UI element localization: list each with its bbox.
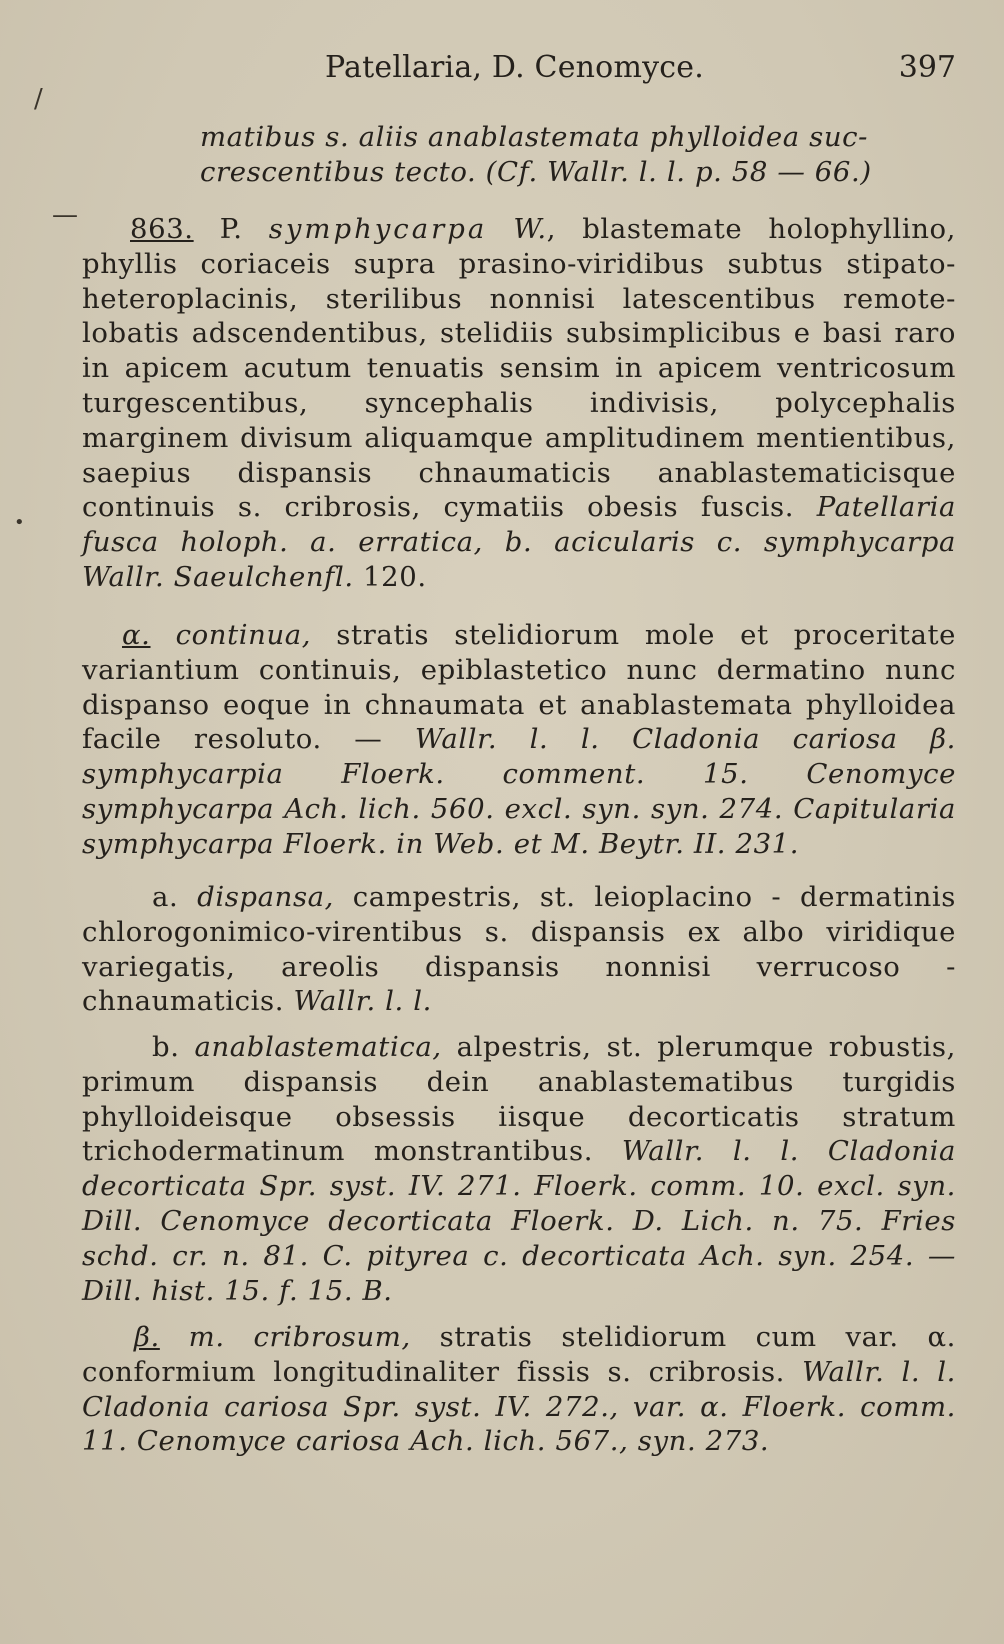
page-header [80,50,956,94]
subvariety-a-refs: Wallr. l. l. [293,985,432,1018]
entry-synonym: Patellaria fusca holoph. a. erratica, b. acicularis c. symphycarpa Wallr. Saeulchenfl. [82,491,957,593]
variety-beta-text: stratis stelidiorum cum var. α. conformium longitudinaliter fissis s. cribrosis. [82,1321,956,1388]
variety-alpha-paragraph [82,618,956,862]
variety-beta [82,1320,956,1459]
subvariety-a [82,880,956,1019]
subvariety-a-label: a. [152,881,179,913]
variety-beta-paragraph [82,1320,956,1459]
margin-dot-mark: • [14,512,25,533]
intro-line-2: crescentibus tecto. (Cf. Wallr. l. l. p. 58 — 66.) [200,155,872,188]
entry-synonym-number: 120. [353,560,427,593]
variety-beta-label: β. [134,1321,160,1353]
entry-863 [82,212,956,595]
entry-number: 863. [130,213,194,245]
subvariety-b-refs: Wallr. l. l. Cladonia decorticata Spr. syst. IV. 271. Floerk. comm. 10. excl. syn. Dill. Cenomyce decorticata Floerk. D. Lich. n. 75. Fries schd. cr. n. 81. C. pityrea c. decorticata Ach. syn. 254. — Dill. hist. 15. f. 15. B. [82,1135,956,1307]
entry-863-paragraph [82,212,956,595]
margin-dash-mark: — [52,200,78,230]
variety-alpha-name: continua, [175,619,312,651]
running-head: Patellaria, D. Cenomyce. [325,50,704,85]
subvariety-a-name: dispansa, [197,881,334,913]
subvariety-b-label: b. [152,1031,180,1063]
subvariety-b-text: alpestris, st. plerumque robustis, primum dispansis dein anablastematibus turgidis phylloideisque obsessis iisque decorticatis stratum trichodermatinum monstrantibus. [82,1031,956,1168]
subvariety-a-text: campestris, st. leioplacino - dermatinis chlorogonimico-virentibus s. dispansis ex albo viridique variegatis, areolis dispansis nonnisi verrucoso - chnaumaticis. [82,881,957,1018]
intro-continuation [200,120,956,190]
variety-alpha [82,618,956,862]
variety-alpha-refs: Wallr. l. l. Cladonia cariosa β. symphycarpia Floerk. comment. 15. Cenomyce symphycarpa Ach. lich. 560. excl. syn. syn. 274. Capitularia symphycarpa Floerk. in Web. et M. Beytr. II. 231. [82,723,956,860]
page-number: 397 [898,50,956,85]
margin-slash-mark: / [34,84,43,114]
subvariety-b-paragraph [82,1030,956,1308]
entry-author: W. [513,213,547,245]
subvariety-a-paragraph [82,880,956,1019]
intro-line-1: matibus s. aliis anablastemata phylloidea suc- [200,121,869,153]
variety-alpha-label: α. [122,619,151,651]
variety-beta-refs: Wallr. l. l. Cladonia cariosa Spr. syst. IV. 272., var. α. Floerk. comm. 11. Cenomyce cariosa Ach. lich. 567., syn. 273. [82,1355,956,1458]
variety-alpha-text: stratis stelidiorum mole et proceritate variantium continuis, epiblastetico nunc dermatino nunc dispanso eoque in chnaumata et anablastemata phylloidea facile resoluto. — [82,619,957,756]
subvariety-b-name: anablastematica, [194,1031,442,1063]
entry-description: , blastemate holophyllino, phyllis coriaceis supra prasino-viridibus subtus stipato-heteroplacinis, sterilibus nonnisi latescentibus remote-lobatis adscendentibus, stelidiis subsimplicibus e basi raro in apicem acutum tenuatis sensim in apicem ventricosum turgescentibus, syncephalis indivisis, polycephalis marginem divisum aliquamque amplitudinem mentientibus, saepius dispansis chnaumaticis anablastematicisque continuis s. cribrosis, cymatiis obesis fuscis. [82,213,957,524]
entry-genus: P. [219,213,243,245]
entry-species: symphycarpa [268,213,488,245]
subvariety-b [82,1030,956,1308]
variety-beta-name: m. cribrosum, [188,1321,411,1353]
